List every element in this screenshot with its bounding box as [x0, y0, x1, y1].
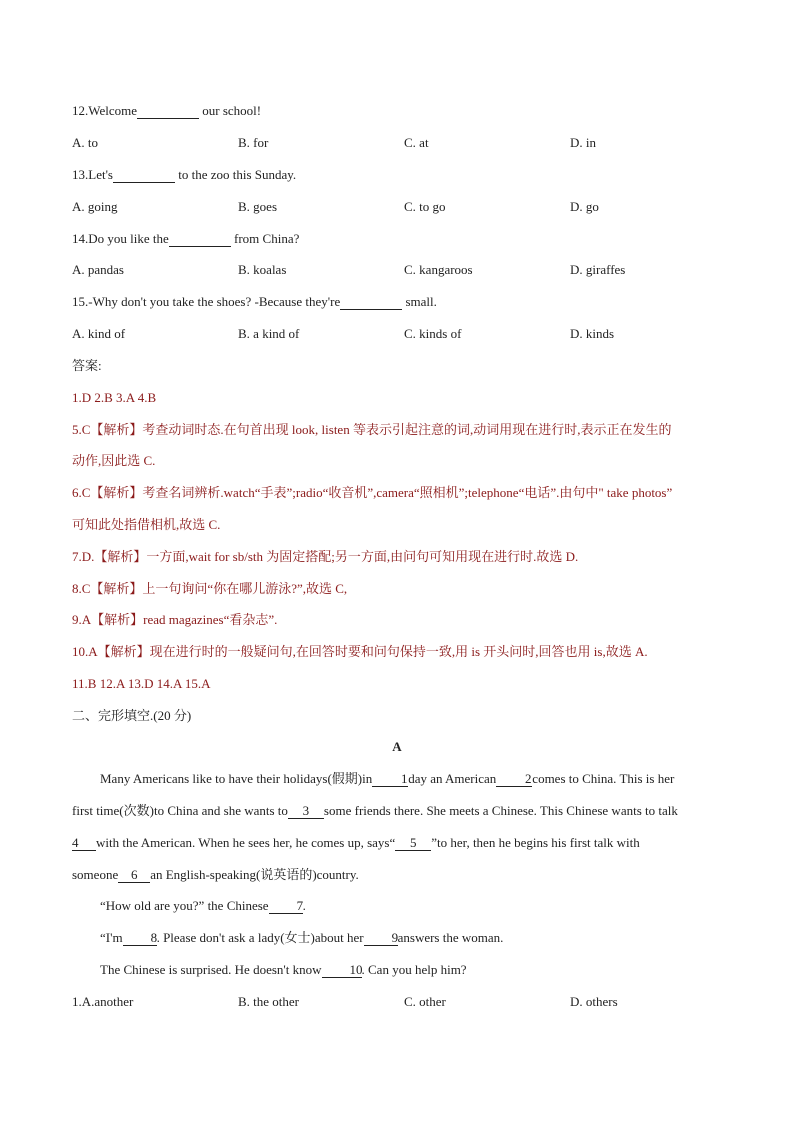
- answers-heading: 答案:: [72, 358, 102, 373]
- question-12: [72, 102, 261, 120]
- question-14-stem: 14.Do you like the: [72, 231, 169, 246]
- cloze-q1-option-a: 1.A.another: [72, 994, 134, 1009]
- cloze-blank-5: 5: [395, 836, 431, 851]
- question-13: [72, 166, 296, 184]
- option-d: D. in: [570, 135, 596, 150]
- answer-8: 8.C【解析】上一句询问“你在哪儿游泳?”,故选 C,: [72, 581, 348, 596]
- option-d: D. kinds: [570, 326, 615, 341]
- passage-text: day an American: [408, 771, 497, 786]
- cloze-blank-9: 9: [364, 931, 398, 946]
- passage-text: answers the woman.: [397, 930, 504, 945]
- cloze-blank-3: 3: [288, 804, 324, 819]
- answers-row-1-4: 1.D 2.B 3.A 4.B: [72, 390, 157, 405]
- option-c: C. kinds of: [404, 326, 462, 341]
- passage-text: an English-speaking(说英语的)country.: [150, 867, 359, 882]
- answer-blank: [137, 104, 199, 119]
- answer-5-line-1: 5.C【解析】考查动词时态.在句首出现 look, listen 等表示引起注意的词,动词用现在进行时,表示正在发生的: [72, 422, 672, 437]
- passage-line-3: [72, 834, 722, 852]
- answers-row-11-15: 11.B 12.A 13.D 14.A 15.A: [72, 676, 211, 691]
- passage-line-7: [72, 961, 722, 979]
- passage-text: “I'm: [100, 930, 123, 945]
- option-b: B. for: [238, 135, 269, 150]
- passage-text: Many Americans like to have their holidays(假期)in: [100, 771, 373, 786]
- answer-9: 9.A【解析】read magazines“看杂志”.: [72, 612, 278, 627]
- cloze-blank-7: 7: [269, 899, 303, 914]
- answer-10: 10.A【解析】现在进行时的一般疑问句,在回答时要和问句保持一致,用 is 开头问时,回答也用 is,故选 A.: [72, 644, 648, 659]
- cloze-blank-4: 4: [72, 836, 96, 851]
- question-13-stem: 13.Let's: [72, 167, 113, 182]
- answer-blank: [340, 295, 402, 310]
- section-heading: 二、完形填空.(20 分): [72, 708, 192, 723]
- question-12-stem-end: our school!: [199, 103, 262, 118]
- option-b: B. goes: [238, 199, 277, 214]
- answer-blank: [113, 168, 175, 183]
- option-c: C. to go: [404, 199, 446, 214]
- option-b: B. a kind of: [238, 326, 300, 341]
- answer-5-line-2: 动作,因此选 C.: [72, 453, 156, 468]
- question-13-stem-end: to the zoo this Sunday.: [174, 167, 297, 182]
- passage-line-5: [72, 897, 722, 915]
- answer-6-line-2: 可知此处指借相机,故选 C.: [72, 517, 221, 532]
- option-a: A. kind of: [72, 326, 126, 341]
- question-15-stem-end: small.: [402, 294, 437, 309]
- question-14: [72, 230, 299, 248]
- cloze-blank-6: 6: [118, 868, 150, 883]
- cloze-blank-2: 2: [496, 772, 532, 787]
- question-12-stem: 12.Welcome: [72, 103, 138, 118]
- answer-6-line-1: 6.C【解析】考查名词辨析.watch“手表”;radio“收音机”,camera“照相机”;telephone“电话”.由句中" take photos”: [72, 485, 673, 500]
- answer-blank: [169, 232, 231, 247]
- passage-text: someone: [72, 867, 119, 882]
- passage-text: The Chinese is surprised. He doesn't know: [100, 962, 322, 977]
- question-15: [72, 293, 437, 311]
- option-a: A. going: [72, 199, 118, 214]
- passage-text: . Can you help him?: [361, 962, 467, 977]
- cloze-blank-1: 1: [372, 772, 408, 787]
- option-d: D. giraffes: [570, 262, 626, 277]
- cloze-q1-option-b: B. the other: [238, 994, 300, 1009]
- passage-title: A: [392, 739, 402, 754]
- passage-text: first time(次数)to China and she wants to: [72, 803, 288, 818]
- option-c: C. kangaroos: [404, 262, 473, 277]
- cloze-q1-option-c: C. other: [404, 994, 446, 1009]
- passage-text: .: [302, 898, 306, 913]
- option-a: A. pandas: [72, 262, 124, 277]
- question-15-stem: 15.-Why don't you take the shoes? -Because they're: [72, 294, 341, 309]
- passage-text: some friends there. She meets a Chinese. This Chinese wants to talk: [323, 803, 678, 818]
- passage-line-6: [72, 929, 722, 947]
- answer-7: 7.D.【解析】一方面,wait for sb/sth 为固定搭配;另一方面,由问句可知用现在进行时.故选 D.: [72, 549, 579, 564]
- cloze-q1-option-d: D. others: [570, 994, 618, 1009]
- passage-text: comes to China. This is her: [532, 771, 675, 786]
- option-d: D. go: [570, 199, 599, 214]
- option-c: C. at: [404, 135, 429, 150]
- passage-line-2: [72, 802, 722, 820]
- cloze-blank-8: 8: [123, 931, 157, 946]
- option-b: B. koalas: [238, 262, 287, 277]
- question-14-stem-end: from China?: [230, 231, 300, 246]
- passage-text: . Please don't ask a lady(女士)about her: [156, 930, 364, 945]
- cloze-blank-10: 10: [322, 963, 362, 978]
- passage-line-1: [72, 770, 722, 788]
- option-a: A. to: [72, 135, 98, 150]
- passage-text: “How old are you?” the Chinese: [100, 898, 269, 913]
- passage-text: with the American. When he sees her, he comes up, says“: [96, 835, 396, 850]
- passage-line-4: [72, 866, 722, 884]
- passage-text: ”to her, then he begins his first talk with: [431, 835, 640, 850]
